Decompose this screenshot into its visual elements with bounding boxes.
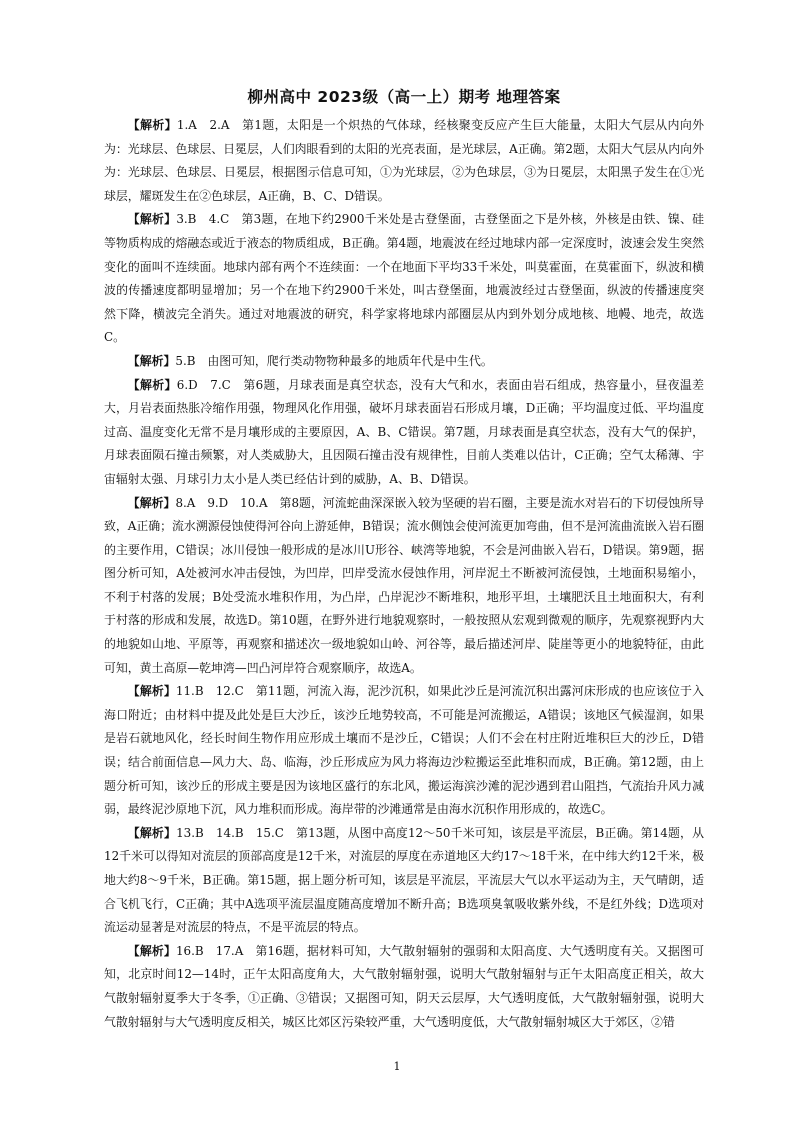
explanation-tag: 【解析】 — [127, 684, 176, 699]
explanation-text: 11.B 12.C 第11题，河流入海，泥沙沉积，如果此沙丘是河流沉积出露河床形成的也应该位于入海口附近；由材料中提及此处是巨大沙丘，该沙丘地势较高，不可能是河流搬运，A错误；该地区气候湿润，如果是岩石就地风化，经长时间生物作用应形成土壤而不是沙丘，C错误；人们不会在村庄附近堆积巨大的沙丘，D错误；结合前面信息—风力大、岛、临海，沙丘形成应为风力将海边沙粒搬运至此堆积而成，B正确。第12题，由上题分析可知，该沙丘的形成主要是因为该地区盛行的东北风，搬运海滨沙滩的泥沙遇到君山阻挡，气流抬升风力减弱，最终泥沙原地下沉，风力堆积而形成。海岸带的沙滩通常是由海水沉积作用形成的，故选C。 — [104, 684, 704, 817]
explanation-tag: 【解析】 — [127, 943, 176, 958]
explanation-text: 13.B 14.B 15.C 第13题，从图中高度12～50千米可知，该层是平流层，B正确。第14题，从12千米可以得知对流层的顶部高度是12千米，对流层的厚度在赤道地区大约17～18千米，在中纬大约12千米，极地大约8～9千米，B正确。第15题，据上题分析可知，该层是平流层，平流层大气以水平运动为主，天气晴朗，适合飞机飞行，C正确；其中A选项平流层温度随高度增加不断升高；B选项臭氧吸收紫外线，不是红外线；D选项对流运动显著是对流层的特点，不是平流层的特点。 — [104, 825, 704, 935]
explanation-tag: 【解析】 — [127, 825, 177, 840]
explanation-text: 1.A 2.A 第1题，太阳是一个炽热的气体球，经核聚变反应产生巨大能量，太阳大气层从内向外为：光球层、色球层、日冕层，人们肉眼看到的太阳的光亮表面，是光球层，A正确。第2题，太阳大气层从内向外为：光球层、色球层、日冕层，根据图示信息可知，①为光球层，②为色球层，③为日冕层，太阳黑子发生在①光球层，耀斑发生在②色球层，A正确，B、C、D错误。 — [104, 118, 704, 203]
explanation-tag: 【解析】 — [127, 212, 177, 227]
explanation-tag: 【解析】 — [127, 353, 176, 368]
explanation-tag: 【解析】 — [127, 495, 176, 510]
explanation-paragraph-6 — [104, 680, 704, 822]
explanation-paragraph-1 — [104, 114, 704, 208]
explanation-paragraph-7 — [104, 822, 704, 940]
explanation-tag: 【解析】 — [127, 118, 177, 132]
explanation-text: 6.D 7.C 第6题，月球表面是真空状态，没有大气和水，表面由岩石组成，热容量小，昼夜温差大，月岩表面热胀冷缩作用强，物理风化作用强，破坏月球表面岩石形成月壤，D正确；平均温度过低、平均温度过高、温度变化无常不是月壤形成的主要原因，A、B、C错误。第7题，月球表面是真空状态，没有大气的保护，月球表面陨石撞击频繁，对人类威胁大，且因陨石撞击没有规律性，目前人类难以估计，C正确；空气太稀薄、宇宙辐射太强、月球引力太小是人类已经估计到的威胁，A、B、D错误。 — [104, 377, 704, 486]
answer-page — [104, 86, 704, 1034]
explanation-tag: 【解析】 — [127, 377, 177, 392]
explanation-text: 3.B 4.C 第3题，在地下约2900千米处是古登堡面，古登堡面之下是外核，外核是由铁、镍、硅等物质构成的熔融态或近于液态的物质组成，B正确。第4题，地震波在经过地球内部一定深度时，波速会发生突然变化的面叫不连续面。地球内部有两个不连续面：一个在地面下平均33千米处，叫莫霍面，在莫霍面下，纵波和横波的传播速度都明显增加；另一个在地下约2900千米处，叫古登堡面，地震波经过古登堡面，纵波的传播速度突然下降，横波完全消失。通过对地震波的研究，科学家将地球内部圈层从内到外划分成地核、地幔、地壳，故选C。 — [104, 212, 704, 345]
page-number: 1 — [393, 1060, 401, 1073]
page-title: 柳州高中 2023级（高一上）期考 地理答案 — [247, 88, 561, 106]
explanation-paragraph-3 — [104, 350, 704, 374]
explanation-text: 16.B 17.A 第16题，据材料可知，大气散射辐射的强弱和太阳高度、大气透明度有关。又据图可知，北京时间12—14时，正午太阳高度角大，大气散射辐射强，说明大气散射辐射与正午太阳高度正相关，故大气散射辐射夏季大于冬季，①正确、③错误；又据图可知，阴天云层厚，大气透明度低，大气散射辐射强，说明大气散射辐射与大气透明度反相关，城区比郊区污染较严重，大气透明度低，大气散射辐射城区大于郊区，②错 — [104, 943, 704, 1029]
explanation-paragraph-2 — [104, 208, 704, 350]
explanation-text: 5.B 由图可知，爬行类动物物种最多的地质年代是中生代。 — [175, 353, 493, 368]
explanation-text: 8.A 9.D 10.A 第8题，河流蛇曲深深嵌入较为坚硬的岩石圈，主要是流水对岩石的下切侵蚀所导致，A正确；流水溯源侵蚀使得河谷向上游延伸，B错误；流水侧蚀会使河流更加弯曲，但不是河流曲流嵌入岩石圈的主要作用，C错误；冰川侵蚀一般形成的是冰川U形谷、峡湾等地貌，不会是河曲嵌入岩石，D错误。第9题，据图分析可知，A处被河水冲击侵蚀，为凹岸，凹岸受流水侵蚀作用，河岸泥土不断被河流侵蚀，土地面积易缩小，不利于村落的发展；B处受流水堆积作用，为凸岸，凸岸泥沙不断堆积，地形平坦，土壤肥沃且土地面积大，有利于村落的形成和发展，故选D。第10题，在野外进行地貌观察时，一般按照从宏观到微观的顺序，先观察视野内大的地貌如山地、平原等，再观察和描述次一级地貌如山岭、河谷等，最后描述河岸、陡崖等更小的地貌特征，由此可知，黄土高原—乾坤湾—凹凸河岸符合观察顺序，故选A。 — [104, 495, 704, 675]
explanation-paragraph-4 — [104, 374, 704, 492]
explanation-paragraph-8 — [104, 940, 704, 1034]
explanation-paragraph-5 — [104, 492, 704, 681]
